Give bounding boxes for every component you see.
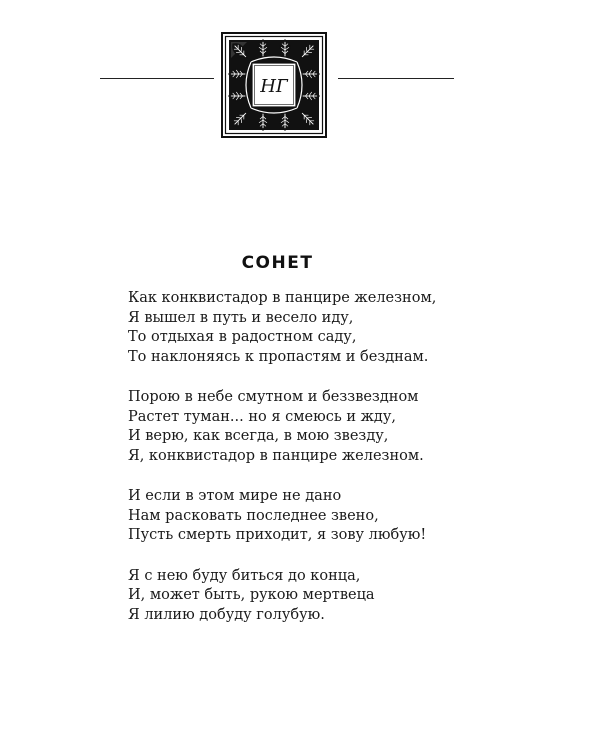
poem-line: Пусть смерть приходит, я зову любую! [128, 527, 427, 543]
poem-line: И если в этом мире не дано [128, 488, 342, 504]
poem-line: То наклоняясь к пропастям и безднам. [128, 348, 429, 365]
stanza-2 [128, 388, 488, 466]
stanza-3 [128, 487, 488, 546]
poem-line: И, может быть, рукою мертвеца [128, 587, 375, 603]
monogram-text: НГ [260, 76, 288, 97]
header-ornament [0, 30, 600, 130]
poem-title: СОНЕТ [241, 253, 314, 273]
poem-body [128, 289, 488, 646]
floral-monogram-emblem [221, 32, 327, 138]
poem-line: Я лилию добуду голубую. [128, 606, 325, 623]
poem-line: Порою в небе смутном и беззвездном [128, 389, 419, 405]
poem-line: Я вышел в путь и весело иду, [128, 309, 354, 326]
stanza-1 [128, 289, 488, 367]
poem-line: Как конквистадор в панцире железном, [128, 290, 437, 306]
poem-line: То отдыхая в радостном саду, [128, 329, 357, 345]
poem-line: Нам расковать последнее звено, [128, 507, 379, 524]
poem-line: Я с нею буду биться до конца, [128, 567, 361, 584]
stanza-4 [128, 567, 488, 626]
poem-line: Растет туман... но я смеюсь и жду, [128, 408, 397, 425]
right-rule [338, 78, 454, 79]
poem-line: Я, конквистадор в панцире железном. [128, 447, 424, 464]
poem-line: И верю, как всегда, в мою звезду, [128, 428, 389, 444]
left-rule [100, 78, 214, 79]
